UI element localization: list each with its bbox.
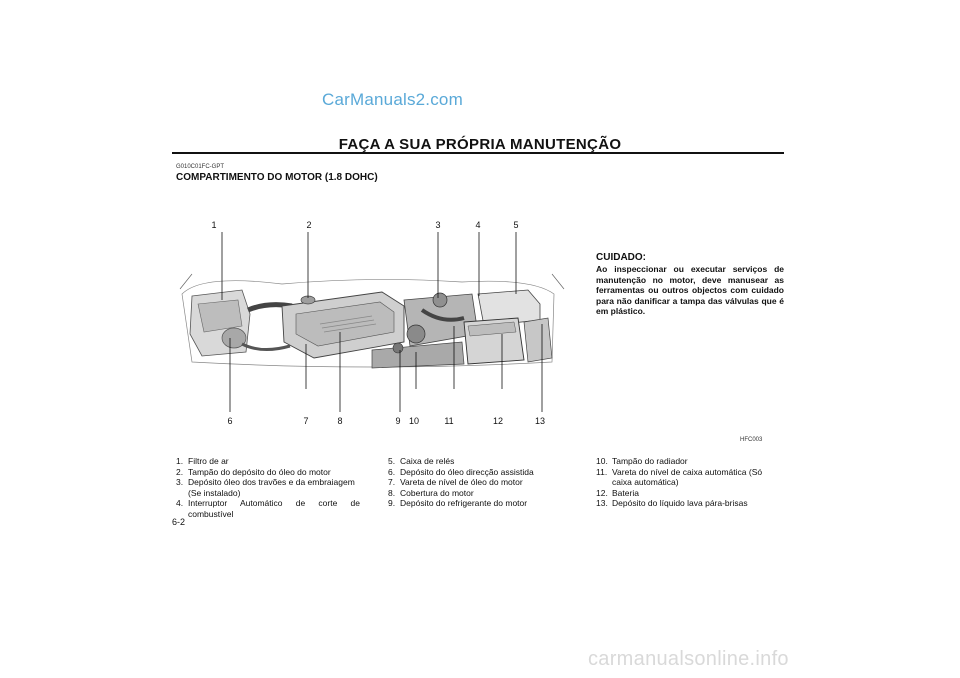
callout-6: 6 [227,416,233,426]
callout-3: 3 [435,220,441,230]
callout-12: 12 [492,416,504,426]
legend-item: 1. Filtro de ar [176,456,229,466]
callout-9: 9 [395,416,401,426]
legend-item: 10. Tampão do radiador [596,456,688,466]
page-header-title: FAÇA A SUA PRÓPRIA MANUTENÇÃO [338,136,622,153]
callout-7: 7 [303,416,309,426]
section-title: COMPARTIMENTO DO MOTOR (1.8 DOHC) [176,172,378,183]
caution-title: CUIDADO: [596,252,646,263]
caution-box [596,252,784,317]
callout-1: 1 [211,220,217,230]
watermark-carmanuals2: CarManuals2.com [322,90,463,109]
caution-text: Ao inspeccionar ou executar serviços de manutenção no motor, deve manusear as ferramentas ou outros objectos com cuidado para não danificar a tampa das válvulas que é em plástico. [596,264,784,316]
legend-column-1 [176,456,360,519]
callout-11: 11 [444,416,454,426]
callout-8: 8 [337,416,343,426]
callout-13: 13 [534,416,546,426]
legend-item: 2. Tampão do depósito do óleo do motor [176,466,331,477]
legend-item: 9. Depósito do refrigerante do motor [388,498,528,508]
legend-item: 6. Depósito do óleo direcção assistida [388,466,534,477]
callout-10: 10 [408,416,420,426]
figure-code: HFC003 [740,437,763,443]
callout-2: 2 [306,220,312,230]
callout-5: 5 [513,220,519,230]
legend-column-3 [596,456,784,509]
watermark-carmanualsonline: carmanualsonline.info [588,648,789,670]
legend-item: 11. Vareta do nível de caixa automática (Só caixa automática) [596,466,763,487]
legend-item: 13. Depósito do líquido lava pára-brisas [596,498,748,508]
engine-compartment-illustration [172,214,572,434]
legend-item: 7. Vareta de nível de óleo do motor [388,477,523,487]
header-divider [172,152,784,154]
legend-item: 5. Caixa de relés [388,456,455,466]
section-code: G010C01FC-GPT [176,164,225,170]
legend-item: 12. Bateria [596,487,639,498]
page-number: 6-2 [172,517,186,527]
legend-item: 8. Cobertura do motor [388,487,474,498]
legend-item: 3. Depósito óleo dos travões e da embraiagem (Se instalado) [176,477,355,498]
legend-column-2 [388,456,568,509]
callout-4: 4 [475,220,481,230]
legend-item: 4. Interruptor Automático de corte de combustível [176,498,360,519]
